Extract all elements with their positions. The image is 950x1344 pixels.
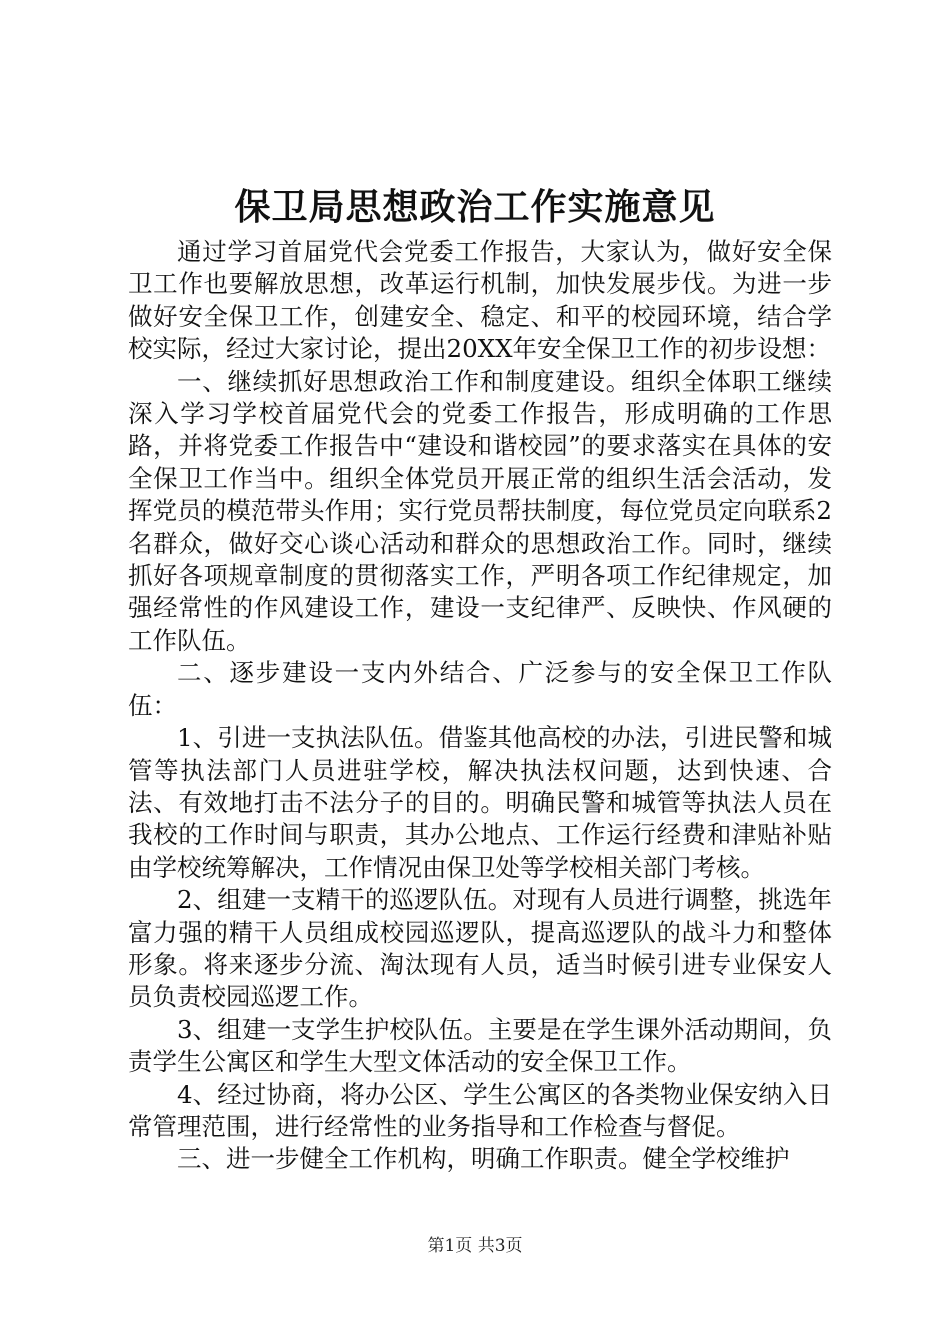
paragraph-intro: 通过学习首届党代会党委工作报告，大家认为，做好安全保卫工作也要解放思想，改革运行机制，加快发展步伐。为进一步做好安全保卫工作，创建安全、稳定、和平的校园环境，结合学校实际，经过大家讨论，提出20XX年安全保卫工作的初步设想：	[128, 237, 832, 364]
page-number: 第1页 共3页	[427, 1236, 523, 1256]
paragraph-section-3: 三、进一步健全工作机构，明确工作职责。健全学校维护	[177, 1144, 790, 1174]
paragraph-item-4: 4、经过协商，将办公区、学生公寓区的各类物业保安纳入日常管理范围，进行经常性的业务指导和工作检查与督促。	[128, 1079, 832, 1141]
paragraph-section-2: 二、逐步建设一支内外结合、广泛参与的安全保卫工作队伍：	[128, 658, 832, 720]
paragraph-item-3: 3、组建一支学生护校队伍。主要是在学生课外活动期间，负责学生公寓区和学生大型文体活动的安全保卫工作。	[128, 1014, 832, 1077]
paragraph-item-1: 1、引进一支执法队伍。借鉴其他高校的办法，引进民警和城管等执法部门人员进驻学校，解决执法权问题，达到快速、合法、有效地打击不法分子的目的。明确民警和城管等执法人员在我校的工作时间与职责，其办公地点、工作运行经费和津贴补贴由学校统筹解决，工作情况由保卫处等学校相关部门考核。	[128, 723, 832, 882]
paragraph-section-1: 一、继续抓好思想政治工作和制度建设。组织全体职工继续深入学习学校首届党代会的党委工作报告，形成明确的工作思路，并将党委工作报告中“建设和谐校园”的要求落实在具体的安全保卫工作当中。组织全体党员开展正常的组织生活会活动，发挥党员的模范带头作用；实行党员帮扶制度，每位党员定向联系2名群众，做好交心谈心活动和群众的思想政治工作。同时，继续抓好各项规章制度的贯彻落实工作，严明各项工作纪律规定，加强经常性的作风建设工作，建设一支纪律严、反映快、作风硬的工作队伍。	[128, 366, 832, 655]
paragraph-item-2: 2、组建一支精干的巡逻队伍。对现有人员进行调整，挑选年富力强的精干人员组成校园巡逻队，提高巡逻队的战斗力和整体形象。将来逐步分流、淘汰现有人员，适当时候引进专业保安人员负责校园巡逻工作。	[128, 885, 832, 1012]
document-title: 保卫局思想政治工作实施意见	[234, 186, 716, 228]
document-body	[128, 236, 832, 1176]
